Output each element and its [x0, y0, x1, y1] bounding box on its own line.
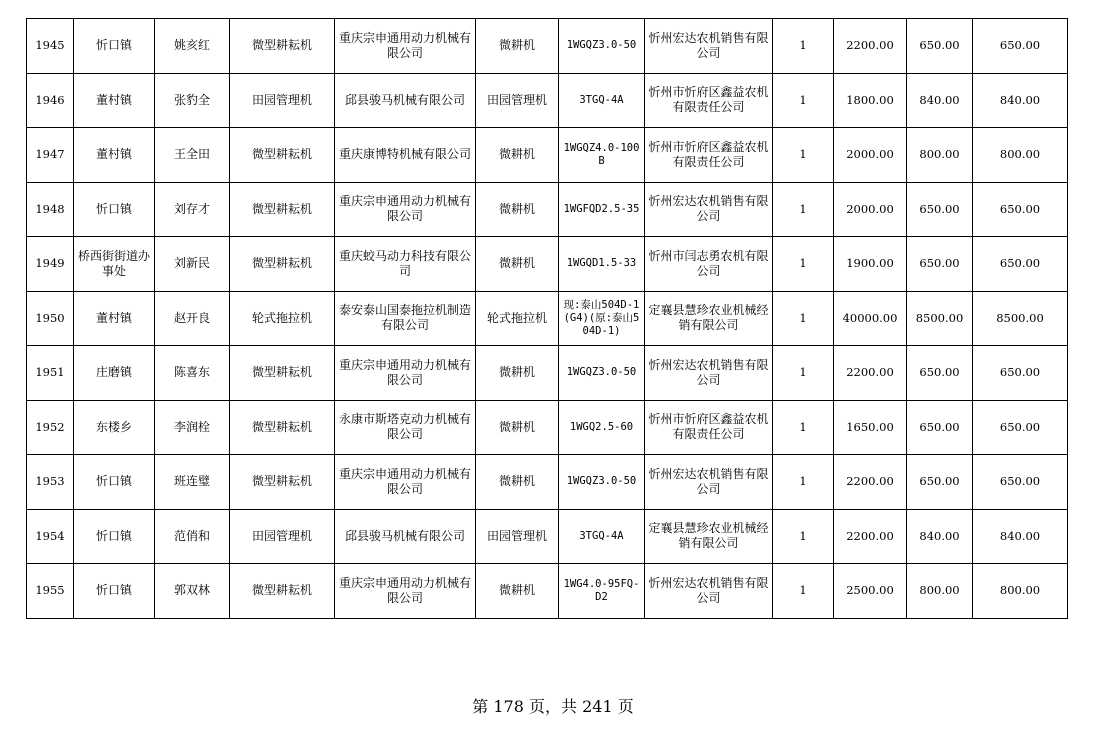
- cell-subsidy-total: 650.00: [973, 455, 1068, 510]
- cell-manufacturer: 重庆蛟马动力科技有限公司: [335, 237, 476, 292]
- cell-subsidy-single: 840.00: [907, 509, 973, 564]
- table-row: [27, 400, 1068, 455]
- cell-dealer: 忻州市忻府区鑫益农机有限责任公司: [645, 400, 773, 455]
- cell-category: 田园管理机: [230, 73, 335, 128]
- cell-town: 忻口镇: [74, 509, 155, 564]
- cell-quantity: 1: [773, 19, 834, 74]
- cell-product: 微耕机: [476, 128, 559, 183]
- cell-product: 微耕机: [476, 237, 559, 292]
- cell-model: 3TGQ-4A: [559, 73, 645, 128]
- cell-category: 田园管理机: [230, 509, 335, 564]
- cell-dealer: 忻州宏达农机销售有限公司: [645, 19, 773, 74]
- cell-subsidy-single: 800.00: [907, 128, 973, 183]
- cell-quantity: 1: [773, 73, 834, 128]
- cell-price: 2500.00: [834, 564, 907, 619]
- cell-category: 轮式拖拉机: [230, 291, 335, 346]
- page-number-footer: 第 178 页，共 241 页: [472, 697, 634, 716]
- cell-name: 陈喜东: [155, 346, 230, 401]
- table-row: [27, 291, 1068, 346]
- cell-product: 微耕机: [476, 455, 559, 510]
- cell-name: 赵开良: [155, 291, 230, 346]
- cell-price: 1650.00: [834, 400, 907, 455]
- cell-manufacturer: 重庆宗申通用动力机械有限公司: [335, 182, 476, 237]
- cell-subsidy-single: 650.00: [907, 19, 973, 74]
- table-row: [27, 182, 1068, 237]
- cell-price: 2200.00: [834, 346, 907, 401]
- cell-seq: 1954: [27, 509, 74, 564]
- cell-category: 微型耕耘机: [230, 455, 335, 510]
- subsidy-table: [26, 18, 1068, 619]
- cell-quantity: 1: [773, 291, 834, 346]
- cell-dealer: 忻州市闫志勇农机有限公司: [645, 237, 773, 292]
- cell-subsidy-total: 840.00: [973, 73, 1068, 128]
- cell-product: 田园管理机: [476, 73, 559, 128]
- cell-town: 庄磨镇: [74, 346, 155, 401]
- cell-town: 董村镇: [74, 291, 155, 346]
- cell-subsidy-single: 650.00: [907, 400, 973, 455]
- cell-seq: 1952: [27, 400, 74, 455]
- cell-model: 1WGFQD2.5-35: [559, 182, 645, 237]
- cell-seq: 1946: [27, 73, 74, 128]
- cell-quantity: 1: [773, 509, 834, 564]
- cell-name: 姚亥红: [155, 19, 230, 74]
- cell-product: 轮式拖拉机: [476, 291, 559, 346]
- cell-product: 微耕机: [476, 400, 559, 455]
- cell-dealer: 忻州宏达农机销售有限公司: [645, 455, 773, 510]
- cell-model: 1WG4.0-95FQ-D2: [559, 564, 645, 619]
- cell-subsidy-total: 8500.00: [973, 291, 1068, 346]
- cell-dealer: 忻州宏达农机销售有限公司: [645, 346, 773, 401]
- cell-subsidy-total: 840.00: [973, 509, 1068, 564]
- cell-product: 微耕机: [476, 564, 559, 619]
- cell-subsidy-total: 800.00: [973, 128, 1068, 183]
- cell-name: 班连璧: [155, 455, 230, 510]
- cell-subsidy-total: 650.00: [973, 400, 1068, 455]
- cell-product: 微耕机: [476, 182, 559, 237]
- cell-dealer: 忻州宏达农机销售有限公司: [645, 182, 773, 237]
- cell-name: 李润栓: [155, 400, 230, 455]
- cell-subsidy-single: 800.00: [907, 564, 973, 619]
- cell-seq: 1955: [27, 564, 74, 619]
- cell-dealer: 忻州宏达农机销售有限公司: [645, 564, 773, 619]
- cell-price: 40000.00: [834, 291, 907, 346]
- cell-subsidy-single: 650.00: [907, 182, 973, 237]
- cell-town: 忻口镇: [74, 19, 155, 74]
- cell-seq: 1949: [27, 237, 74, 292]
- cell-quantity: 1: [773, 564, 834, 619]
- cell-model: 现:泰山504D-1(G4)(原:泰山504D-1): [559, 291, 645, 346]
- cell-price: 1900.00: [834, 237, 907, 292]
- table-row: [27, 128, 1068, 183]
- table-row: [27, 73, 1068, 128]
- cell-subsidy-total: 650.00: [973, 19, 1068, 74]
- cell-town: 东楼乡: [74, 400, 155, 455]
- table-row: [27, 19, 1068, 74]
- cell-quantity: 1: [773, 455, 834, 510]
- cell-price: 2200.00: [834, 19, 907, 74]
- cell-product: 田园管理机: [476, 509, 559, 564]
- cell-name: 刘存才: [155, 182, 230, 237]
- cell-subsidy-single: 650.00: [907, 237, 973, 292]
- cell-dealer: 定襄县慧珍农业机械经销有限公司: [645, 291, 773, 346]
- cell-name: 范俏和: [155, 509, 230, 564]
- cell-product: 微耕机: [476, 346, 559, 401]
- table-row: [27, 455, 1068, 510]
- cell-seq: 1948: [27, 182, 74, 237]
- cell-seq: 1951: [27, 346, 74, 401]
- cell-town: 忻口镇: [74, 182, 155, 237]
- table-body: [27, 19, 1068, 619]
- cell-category: 微型耕耘机: [230, 346, 335, 401]
- table-row: [27, 346, 1068, 401]
- cell-manufacturer: 邱县骏马机械有限公司: [335, 509, 476, 564]
- cell-quantity: 1: [773, 237, 834, 292]
- cell-category: 微型耕耘机: [230, 182, 335, 237]
- cell-manufacturer: 重庆宗申通用动力机械有限公司: [335, 346, 476, 401]
- cell-name: 郭双林: [155, 564, 230, 619]
- cell-quantity: 1: [773, 400, 834, 455]
- cell-manufacturer: 泰安泰山国泰拖拉机制造有限公司: [335, 291, 476, 346]
- cell-category: 微型耕耘机: [230, 237, 335, 292]
- cell-price: 2200.00: [834, 509, 907, 564]
- cell-quantity: 1: [773, 346, 834, 401]
- cell-price: 2000.00: [834, 182, 907, 237]
- cell-model: 3TGQ-4A: [559, 509, 645, 564]
- cell-town: 忻口镇: [74, 564, 155, 619]
- cell-model: 1WGQZ3.0-50: [559, 455, 645, 510]
- cell-category: 微型耕耘机: [230, 128, 335, 183]
- cell-subsidy-single: 650.00: [907, 346, 973, 401]
- cell-name: 张豹全: [155, 73, 230, 128]
- cell-quantity: 1: [773, 128, 834, 183]
- cell-dealer: 忻州市忻府区鑫益农机有限责任公司: [645, 128, 773, 183]
- cell-subsidy-single: 8500.00: [907, 291, 973, 346]
- cell-model: 1WGQZ3.0-50: [559, 346, 645, 401]
- cell-subsidy-total: 800.00: [973, 564, 1068, 619]
- cell-name: 刘新民: [155, 237, 230, 292]
- cell-manufacturer: 永康市斯塔克动力机械有限公司: [335, 400, 476, 455]
- cell-town: 桥西街街道办事处: [74, 237, 155, 292]
- cell-model: 1WGQZ4.0-100B: [559, 128, 645, 183]
- cell-town: 忻口镇: [74, 455, 155, 510]
- cell-model: 1WGQD1.5-33: [559, 237, 645, 292]
- cell-town: 董村镇: [74, 128, 155, 183]
- cell-manufacturer: 重庆宗申通用动力机械有限公司: [335, 19, 476, 74]
- cell-seq: 1947: [27, 128, 74, 183]
- cell-manufacturer: 重庆宗申通用动力机械有限公司: [335, 564, 476, 619]
- cell-seq: 1950: [27, 291, 74, 346]
- cell-subsidy-total: 650.00: [973, 346, 1068, 401]
- cell-subsidy-single: 840.00: [907, 73, 973, 128]
- cell-model: 1WGQ2.5-60: [559, 400, 645, 455]
- cell-price: 1800.00: [834, 73, 907, 128]
- cell-quantity: 1: [773, 182, 834, 237]
- table-row: [27, 509, 1068, 564]
- cell-dealer: 忻州市忻府区鑫益农机有限责任公司: [645, 73, 773, 128]
- cell-category: 微型耕耘机: [230, 564, 335, 619]
- cell-seq: 1953: [27, 455, 74, 510]
- table-row: [27, 237, 1068, 292]
- cell-name: 王全田: [155, 128, 230, 183]
- cell-subsidy-total: 650.00: [973, 237, 1068, 292]
- cell-product: 微耕机: [476, 19, 559, 74]
- cell-subsidy-single: 650.00: [907, 455, 973, 510]
- cell-seq: 1945: [27, 19, 74, 74]
- cell-model: 1WGQZ3.0-50: [559, 19, 645, 74]
- table-row: [27, 564, 1068, 619]
- cell-price: 2000.00: [834, 128, 907, 183]
- cell-subsidy-total: 650.00: [973, 182, 1068, 237]
- cell-manufacturer: 邱县骏马机械有限公司: [335, 73, 476, 128]
- cell-category: 微型耕耘机: [230, 400, 335, 455]
- cell-price: 2200.00: [834, 455, 907, 510]
- cell-town: 董村镇: [74, 73, 155, 128]
- cell-category: 微型耕耘机: [230, 19, 335, 74]
- cell-manufacturer: 重庆康博特机械有限公司: [335, 128, 476, 183]
- cell-manufacturer: 重庆宗申通用动力机械有限公司: [335, 455, 476, 510]
- cell-dealer: 定襄县慧珍农业机械经销有限公司: [645, 509, 773, 564]
